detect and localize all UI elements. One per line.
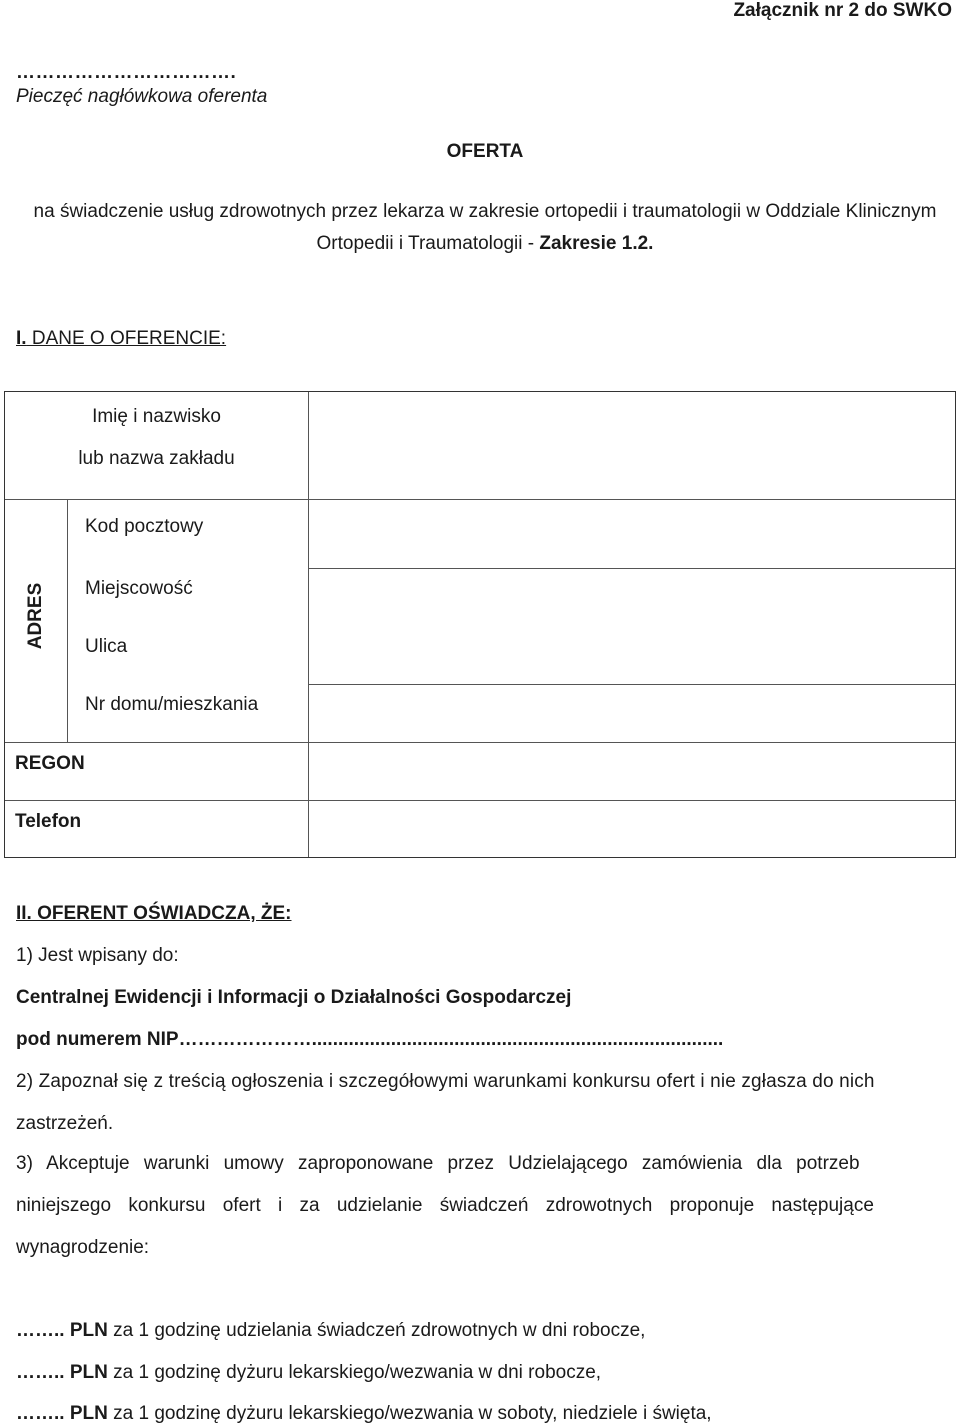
item-3-line3: wynagrodzenie:: [16, 1237, 150, 1258]
street-label: Ulica: [85, 636, 128, 657]
city-label: Miejscowość: [85, 578, 193, 599]
rate-dots: ……..: [16, 1403, 65, 1424]
offeror-data-table: [4, 391, 956, 858]
item-2-line1: 2) Zapoznał się z treścią ogłoszenia i szczegółowymi warunkami konkursu ofert i nie zgłasza do nich: [16, 1071, 875, 1092]
rate-line: [16, 1362, 601, 1384]
rate-currency: PLN: [64, 1320, 108, 1341]
nip-line: pod numerem NIP…………………..............................................................................: [16, 1029, 724, 1050]
city-street-field[interactable]: [309, 569, 955, 684]
rate-description: za 1 godzinę udzielania świadczeń zdrowotnych w dni robocze,: [107, 1320, 646, 1341]
annex-label: Załącznik nr 2 do SWKO: [733, 0, 952, 21]
rate-currency: PLN: [64, 1362, 108, 1383]
regon-field[interactable]: [309, 743, 955, 800]
address-label-text: ADRES: [25, 582, 46, 650]
postal-code-field[interactable]: [309, 500, 955, 568]
rate-currency: PLN: [64, 1403, 108, 1424]
offer-title: OFERTA: [446, 141, 524, 162]
table-address-divider: [67, 500, 68, 742]
rate-dots: ……..: [16, 1362, 65, 1383]
section-1-number: I.: [16, 328, 27, 349]
section-2-heading: II. OFERENT OŚWIADCZA, ŻE:: [16, 903, 292, 924]
postal-code-label: Kod pocztowy: [85, 516, 204, 537]
stamp-label: Pieczęć nagłówkowa oferenta: [16, 86, 268, 107]
rate-line: [16, 1403, 712, 1425]
address-label: [19, 582, 53, 650]
name-label-line2: lub nazwa zakładu: [78, 448, 235, 469]
rate-description: za 1 godzinę dyżuru lekarskiego/wezwania w soboty, niedziele i święta,: [107, 1403, 712, 1424]
regon-label: REGON: [15, 753, 85, 774]
item-3-line1: 3) Akceptuje warunki umowy zaproponowane przez Udzielającego zamówienia dla potrzeb: [16, 1153, 860, 1174]
offer-subject: [30, 196, 940, 260]
name-field[interactable]: [309, 392, 955, 499]
offer-subject-text: na świadczenie usług zdrowotnych przez lekarza w zakresie ortopedii i traumatologii w Oddziale Klinicznym Ortopedii i Traumatologii -: [33, 201, 937, 254]
item-3-line2: niniejszego konkursu ofert i za udzielanie świadczeń zdrowotnych proponuje następujące: [16, 1195, 874, 1216]
item-1-text: 1) Jest wpisany do:: [16, 945, 179, 966]
rate-description: za 1 godzinę dyżuru lekarskiego/wezwania w dni robocze,: [107, 1362, 602, 1383]
section-1-title: DANE O OFERENCIE:: [26, 328, 227, 349]
name-label-line1: Imię i nazwisko: [92, 406, 221, 427]
item-2-line2: zastrzeżeń.: [16, 1113, 114, 1134]
rate-line: [16, 1320, 645, 1342]
rate-dots: ……..: [16, 1320, 65, 1341]
house-number-field[interactable]: [309, 685, 955, 742]
ceidg-text: Centralnej Ewidencji i Informacji o Działalności Gospodarczej: [16, 987, 572, 1008]
stamp-placeholder-dots: …………………………….: [16, 62, 237, 83]
phone-field[interactable]: [309, 801, 955, 857]
phone-label: Telefon: [15, 811, 82, 832]
house-number-label: Nr domu/mieszkania: [85, 694, 259, 715]
offer-subject-scope: Zakresie 1.2.: [539, 233, 654, 254]
section-1-heading: [16, 328, 226, 350]
